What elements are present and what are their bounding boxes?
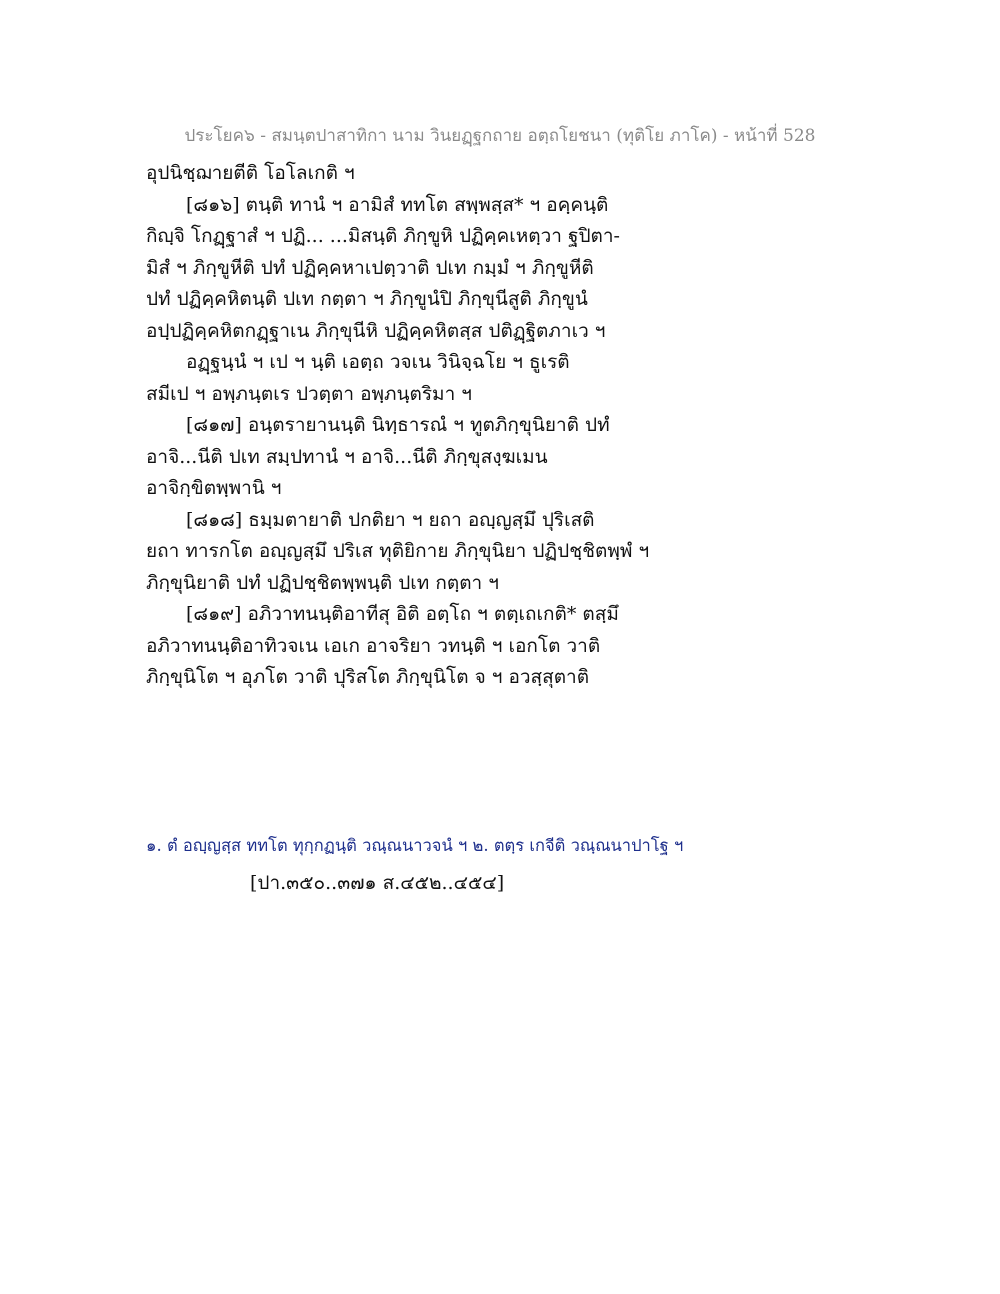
page-header: ประโยค๖ - สมนฺตปาสาทิกา นาม วินยฏฺฐกถาย อตฺถโยชนา (ทุติโย ภาโค) - หน้าที่ 528 <box>184 126 816 146</box>
page-reference: [ปา.๓๕๐..๓๗๑ ส.๔๕๒..๔๕๔] <box>250 872 505 894</box>
text-line: อปฺปฏิคฺคหิตกฏฺฐาเน ภิกฺขุนีหิ ปฏิคฺคหิตสฺส ปติฏฺฐิตภาเว ฯ <box>146 319 606 342</box>
text-line: ปทํ ปฏิคฺคหิตนฺติ ปเท กตฺตา ฯ ภิกฺขูนํปิ ภิกฺขุนีสูติ ภิกฺขูนํ <box>146 288 588 310</box>
text-line: ภิกฺขุนิโต ฯ อุภโต วาติ ปุริสโต ภิกฺขุนิโต จ ฯ อวสฺสุตาติ <box>146 666 590 688</box>
text-line: อุปนิชฺฌายตีติ โอโลเกติ ฯ <box>146 162 355 184</box>
text-line: กิญฺจิ โกฏฺฐาสํ ฯ ปฏิ... ...มิสนฺติ ภิกฺขูหิ ปฏิคฺคเหตฺวา ฐปิตา- <box>146 225 620 247</box>
text-line: สมีเป ฯ อพฺภนฺตเร ปวตฺตา อพฺภนฺตริมา ฯ <box>146 382 472 405</box>
text-line: อฏฺฐนฺนํ ฯ เป ฯ นฺติ เอตฺถ วจเน วินิจฺฉโย ฯ ธูเรติ <box>186 351 570 373</box>
footnote: ๑. ตํ อญฺญสฺส ททโต ทุกฺกฏนฺติ วณฺณนาวจนํ ฯ ๒. ตตฺร เกจีติ วณฺณนาปาโฐ ฯ <box>146 836 684 855</box>
text-line: มิสํ ฯ ภิกฺขูหีติ ปทํ ปฏิคฺคหาเปตฺวาติ ปเท กมฺมํ ฯ ภิกฺขูหีติ <box>146 256 594 279</box>
text-line: [๘๑๗] อนฺตรายานนฺติ นิทฺธารณํ ฯ ทูตภิกฺขุนิยาติ ปทํ <box>186 414 610 436</box>
text-line: อาจิกฺขิตพฺพานิ ฯ <box>146 477 282 499</box>
text-line: ภิกฺขุนิยาติ ปทํ ปฏิปชฺชิตพฺพนฺติ ปเท กตฺตา ฯ <box>146 571 499 594</box>
text-line: [๘๑๖] ตนฺติ ทานํ ฯ อามิสํ ททโต สพฺพสฺส* ฯ อคฺคนฺติ <box>186 193 609 216</box>
text-line: [๘๑๙] อภิวาทนนฺติอาทีสุ อิติ อตฺโถ ฯ ตตฺเถเกติ* ตสฺมึ <box>186 603 619 625</box>
body-text <box>146 158 866 694</box>
text-line: อภิวาทนนฺติอาทิวจเน เอเก อาจริยา วทนฺติ ฯ เอกโต วาติ <box>146 634 601 657</box>
text-line: [๘๑๘] ธมฺมตายาติ ปกติยา ฯ ยถา อญฺญสฺมึ ปุริเสติ <box>186 508 595 531</box>
text-line: ยถา ทารกโต อญฺญสฺมึ ปริเส ทุติยิกาย ภิกฺขุนิยา ปฏิปชฺชิตพฺพํ ฯ <box>146 540 650 562</box>
text-line: อาจิ...นีติ ปเท สมฺปทานํ ฯ อาจิ...นีติ ภิกฺขุสงฺฆเมน <box>146 445 548 468</box>
